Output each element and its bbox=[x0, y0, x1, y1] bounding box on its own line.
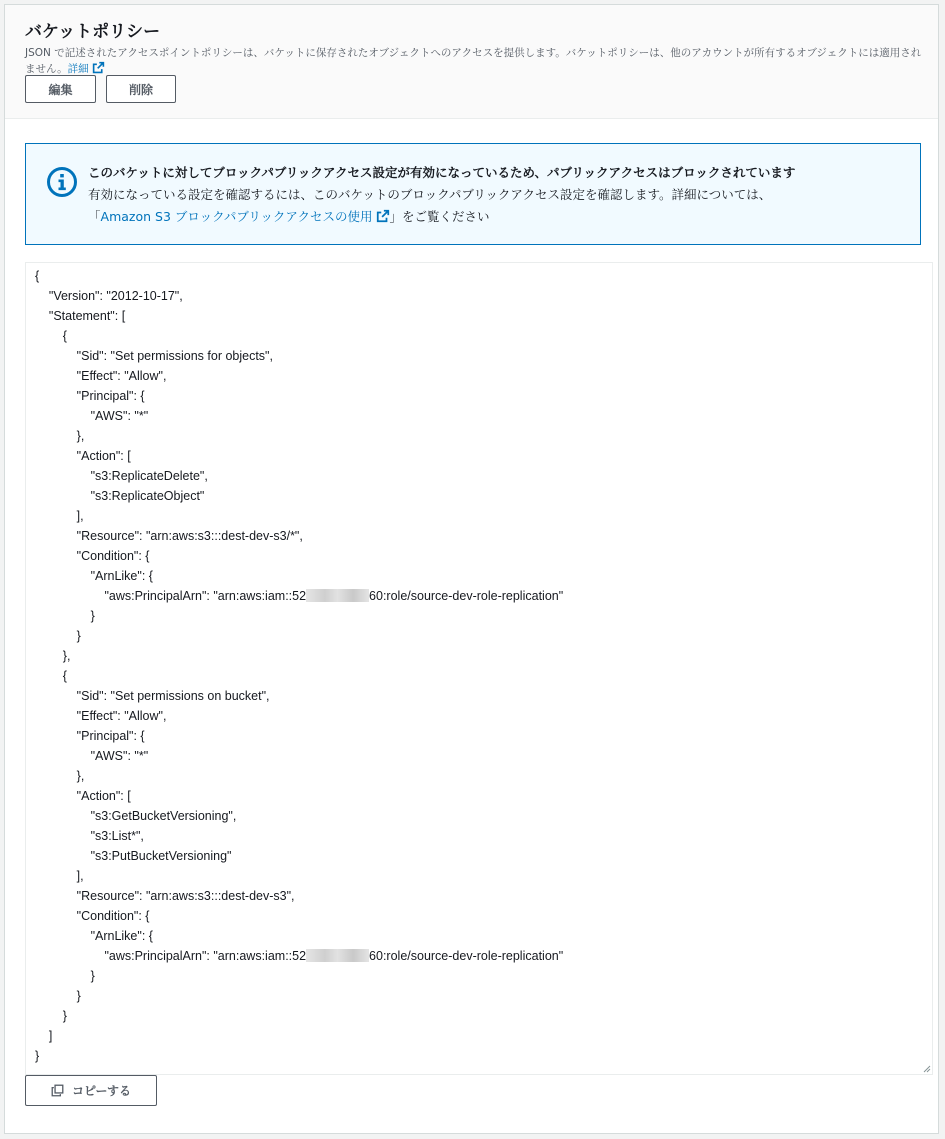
code-line: "s3:ReplicateDelete", bbox=[35, 469, 208, 483]
code-line: { bbox=[35, 669, 67, 683]
bucket-policy-panel bbox=[4, 4, 939, 1134]
alert-link-close: 」 bbox=[389, 209, 403, 224]
code-line: } bbox=[35, 989, 81, 1003]
panel-header bbox=[5, 5, 938, 119]
code-line: }, bbox=[35, 649, 71, 663]
external-link-icon bbox=[376, 209, 390, 223]
code-line: "Effect": "Allow", bbox=[35, 369, 167, 383]
alert-suffix: をご覧ください bbox=[402, 209, 490, 224]
code-line: { bbox=[35, 269, 40, 283]
arn-suffix: 60:role/source-dev-role-replication" bbox=[369, 949, 564, 963]
alert-title: このバケットに対してブロックパブリックアクセス設定が有効になっているため、パブリックアクセスはブロックされています bbox=[88, 165, 796, 180]
block-public-access-doc-link[interactable] bbox=[101, 209, 390, 224]
code-line: }, bbox=[35, 429, 85, 443]
doc-link-label: Amazon S3 ブロックパブリックアクセスの使用 bbox=[100, 209, 373, 224]
policy-description bbox=[25, 45, 925, 77]
code-line: } bbox=[35, 629, 81, 643]
external-link-icon bbox=[92, 61, 105, 74]
code-line: ], bbox=[35, 509, 84, 523]
policy-json-viewer[interactable] bbox=[25, 262, 933, 1075]
code-line: "AWS": "*" bbox=[35, 409, 149, 423]
arn-suffix: 60:role/source-dev-role-replication" bbox=[369, 589, 564, 603]
code-line: "Sid": "Set permissions for objects", bbox=[35, 349, 273, 363]
code-line: "Principal": { bbox=[35, 389, 145, 403]
code-line: } bbox=[35, 969, 95, 983]
code-line: "Condition": { bbox=[35, 549, 150, 563]
code-line: "Version": "2012-10-17", bbox=[35, 289, 183, 303]
code-line: "aws:PrincipalArn": "arn:aws:iam::52 bbox=[35, 949, 307, 963]
code-line: }, bbox=[35, 769, 85, 783]
code-line: "s3:List*", bbox=[35, 829, 144, 843]
learn-more-label: 詳細 bbox=[67, 63, 89, 75]
code-line: "Sid": "Set permissions on bucket", bbox=[35, 689, 270, 703]
policy-code bbox=[35, 266, 563, 1066]
code-line: "AWS": "*" bbox=[35, 749, 149, 763]
copy-icon bbox=[51, 1084, 64, 1097]
learn-more-link[interactable] bbox=[68, 63, 105, 75]
code-line: "ArnLike": { bbox=[35, 929, 153, 943]
code-line: "Statement": [ bbox=[35, 309, 126, 323]
code-line: "Condition": { bbox=[35, 909, 150, 923]
alert-body-text: 有効になっている設定を確認するには、このバケットのブロックパブリックアクセス設定を確認します。詳細については、 bbox=[88, 187, 772, 202]
code-line: } bbox=[35, 1009, 67, 1023]
code-line: ], bbox=[35, 869, 84, 883]
code-line: } bbox=[35, 1049, 40, 1063]
copy-button-label: コピーする bbox=[72, 1084, 131, 1098]
redacted-account-id bbox=[306, 589, 369, 602]
code-line: ] bbox=[35, 1029, 53, 1043]
edit-button[interactable]: 編集 bbox=[25, 75, 96, 103]
page-title: バケットポリシー bbox=[25, 22, 161, 42]
resize-handle-icon[interactable] bbox=[923, 1065, 931, 1073]
code-line: "Action": [ bbox=[35, 789, 131, 803]
code-line: "aws:PrincipalArn": "arn:aws:iam::52 bbox=[35, 589, 307, 603]
code-line: } bbox=[35, 609, 95, 623]
info-icon bbox=[46, 166, 78, 198]
code-line: "s3:ReplicateObject" bbox=[35, 489, 205, 503]
code-line: "Resource": "arn:aws:s3:::dest-dev-s3", bbox=[35, 889, 295, 903]
code-line: "Resource": "arn:aws:s3:::dest-dev-s3/*", bbox=[35, 529, 303, 543]
code-line: "s3:GetBucketVersioning", bbox=[35, 809, 237, 823]
redacted-account-id bbox=[306, 949, 369, 962]
alert-link-open: 「 bbox=[88, 209, 101, 224]
alert-body bbox=[88, 184, 898, 228]
description-text: JSON で記述されたアクセスポイントポリシーは、バケットに保存されたオブジェクトへのアクセスを提供します。バケットポリシーは、他のアカウントが所有するオブジェクトには適用されません。 bbox=[25, 47, 922, 75]
code-line: "Effect": "Allow", bbox=[35, 709, 167, 723]
delete-button[interactable]: 削除 bbox=[106, 75, 176, 103]
code-line: "Action": [ bbox=[35, 449, 131, 463]
code-line: { bbox=[35, 329, 67, 343]
block-public-access-alert bbox=[25, 143, 921, 245]
code-line: "s3:PutBucketVersioning" bbox=[35, 849, 232, 863]
copy-button[interactable] bbox=[25, 1075, 157, 1106]
code-line: "ArnLike": { bbox=[35, 569, 153, 583]
code-line: "Principal": { bbox=[35, 729, 145, 743]
